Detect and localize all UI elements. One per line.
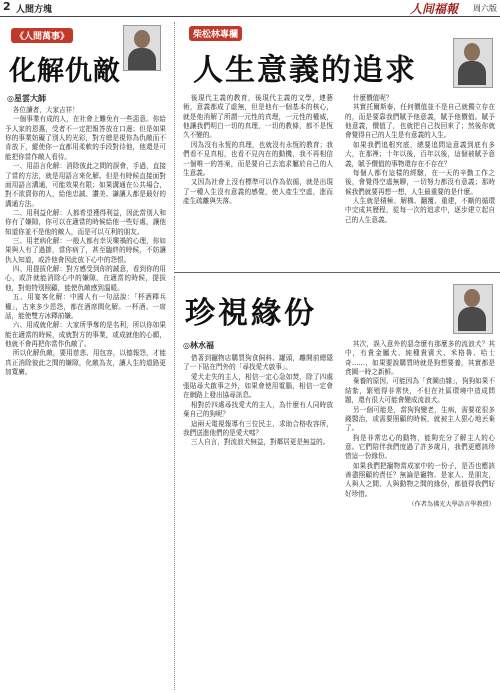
paragraph: 愛犬走失的主人，相信一定心急如焚，除了四處張貼尋犬啟事之外，如果會使用電腦，相信一定會在網路上發出協尋訊息。	[183, 372, 333, 400]
paragraph: 因為沒有永恆的真理，也就沒有永恆的教育；我們看不見真相，也看不見內在的動機，我不再相信一個唯一的答案，而是要自己去追求屬於自己的人生意義。	[183, 140, 333, 177]
paragraph: 每個人都有這樣的經驗，在一天的辛勤工作之後，會覺得空虛無聊，一切努力都沒有意義；那時候我們就要再想一想，人生最重要的是什麼。	[345, 168, 495, 196]
paragraph: 又因為社會上沒有標準可以作為依循，就是出現了一種人生沒有意義的感覺，使人產生空虛，進而產生疏離與失落。	[183, 178, 333, 205]
article-author: ◎林水福	[183, 341, 214, 350]
article-title: 化解仇敵	[9, 56, 121, 87]
paragraph: 借著到寵物店購買狗食飼料、罐頭，離開前總隱了一下貼在門外的「尋找愛犬啟事」。	[183, 354, 333, 372]
page-number: 2	[3, 0, 11, 13]
article-title: 珍視緣份	[185, 296, 317, 331]
paragraph: 棄養的原因，可能因為「貪圖由雜」，狗狗如果不結紮，繁殖得非常快，不但在社區環境中造成問題，還有很大可能會變成流浪犬。	[345, 377, 495, 405]
section-name: 人間方塊	[16, 5, 53, 15]
paragraph: 狗是非常忠心的動物，能夠充分了解主人的心意。它們陪伴我們度過了許多歲月，我們更應該珍惜這一份緣份。	[345, 433, 495, 461]
paragraph: 四、用提拔化解：對方感受到你的誠意，看到你的用心，或許就能消除心中的嫌隙，在適當的時候，提拔他，對他特別照顧，能使仇敵感到溫暖。	[5, 265, 166, 292]
right-top-article	[174, 22, 500, 270]
paragraph: 另一個可能是，當狗狗變老，生病，需要花很多錢醫治，或需要照顧的時候，就被主人狠心地丟棄了。	[345, 405, 495, 433]
column-banner: 《人間萬事》	[11, 28, 73, 43]
paragraph: 其實托爾斯泰，任何價值並不是自己就獨立存在的，而是要靠我們賦予他意義，賦予他價值。賦予他意義，價值了，也就把自己找回來了；然後你就會覺得自己的人生是有意義的人生。	[345, 103, 495, 140]
paragraph: 一個事業有成的人，在社會上難免有一些惡意。你給予人家的恩惠，受者不一定把報答放在口邊；但是如果你的事業妨礙了別人的光彩，對方總是視你為仇敵而不肯放下，縱使你一直都用柔軟的手段對待他，他還是可能把你當作敵人看待。	[5, 115, 166, 161]
paragraph: 這兩天電視報導有三位民主，求助合格收容所，我們送進他們的是愛犬嗎？	[183, 419, 333, 437]
author-portrait	[453, 38, 493, 88]
paragraph: 三、用老病化解：一般人都有幸災樂禍的心理，你如果與人有了過節，當你病了，甚至臨終的時候，不妨讓仇人知道，或許他會因此放下心中的怨恨。	[5, 237, 166, 264]
article-column-2	[343, 94, 497, 269]
column-banner: 柴松林專欄	[189, 26, 242, 41]
article-author: ◎星雲大師	[7, 94, 46, 103]
paragraph: 六、用成就化解：大家所爭奪的是名利，所以你如果能在適當的時候，成就對方的事業，或成就他的心願，他就不會再把你當作仇敵了。	[5, 321, 166, 348]
article-column-2	[343, 340, 497, 688]
paragraph: 一、用語言化解：消除彼此之間的誤會，手過，直接了當的方法，就是用語言來化解。但是有時候直接面對面用語言溝通，可能效果有限；如果溝通在公共場合，對不欲賣你的人，給他忠誠、讚美、謙讓人都是最好的溝通方法。	[5, 162, 166, 208]
author-portrait	[123, 25, 161, 71]
left-article	[3, 22, 168, 690]
article-body	[3, 106, 168, 377]
paragraph: 如果我們追根究底，總要追問這意義到底有多大，在那裡；十年以後，百年以後，這個被賦予意義，賦予價值的事物還存在不存在？	[345, 140, 495, 168]
page-header	[0, 0, 500, 17]
author-footnote: （作者為佛光大學語言學教授）	[408, 501, 495, 509]
paragraph: 各位讀者，大家吉祥！	[12, 106, 79, 114]
article-column-1	[181, 340, 335, 688]
paragraph: 所以化解仇敵，要用慈悲、用包容，以德報怨，才能真正消除彼此之間的嫌隙，化敵為友，讓人生的道路更加寬廣。	[5, 349, 166, 377]
paragraph: 什麼價值呢？	[352, 94, 393, 102]
right-bottom-article	[174, 276, 500, 690]
paragraph: 相對於四處尋找愛犬的主人，為什麼有人同時放棄自己的狗呢？	[183, 400, 333, 419]
divider	[174, 272, 500, 273]
paragraph: 如果我們把寵物當成家中的一份子，是否也應該善盡照顧的責任？無論是寵物、是家人、是朋友，人與人之間、人與動物之間的緣份，都值得我們好好珍惜。	[345, 461, 495, 498]
paragraph: 人生就是積極、解構、翻覆、重建，不斷的循環中完成其歷程，從每一次的追求中，逐步建立起自己的人生意義。	[345, 196, 495, 224]
paragraph: 二、用利益化解：人都希望獲得利益，因此當別人和你有了嫌隙，你可以在適當的時候給他一些好處，讓他知道你並不是他的敵人，而是可以互利的朋友。	[5, 208, 166, 236]
article-title: 人生意義的追求	[193, 53, 417, 88]
newspaper-logo: 人间福報	[409, 2, 458, 16]
edition-label: 周六版	[473, 4, 497, 13]
paragraph: 三人自言，對流浪犬無益，對鄰居更是無益的。	[190, 438, 330, 447]
paragraph: 後現代主義的教育，後現代主義的文學，連藝術，意義都成了虛無，但是他有一個基本的核心，就是他消解了所謂一元性的真理，一元性的權威，他讓我們明白一切的真理，一切的教條，都不是恆久不變的。	[183, 94, 333, 140]
author-portrait	[453, 284, 493, 334]
article-column-1	[181, 94, 335, 269]
paragraph: 五、用宴客化解：中國人有一句話說：「杯酒釋兵權」，古來多少恩怨，都在酒席間化解。一杯酒、一席話，能使雙方冰釋前嫌。	[5, 293, 166, 320]
paragraph: 其次，誤入意外的惡念麼有那麼多的流浪犬？其中，有貴金屬犬、純種貴賓犬、米格魯、哈士奇……，如果要說購買時就是狗想要養，其實都是貪圖一時之新鮮。	[345, 340, 495, 377]
